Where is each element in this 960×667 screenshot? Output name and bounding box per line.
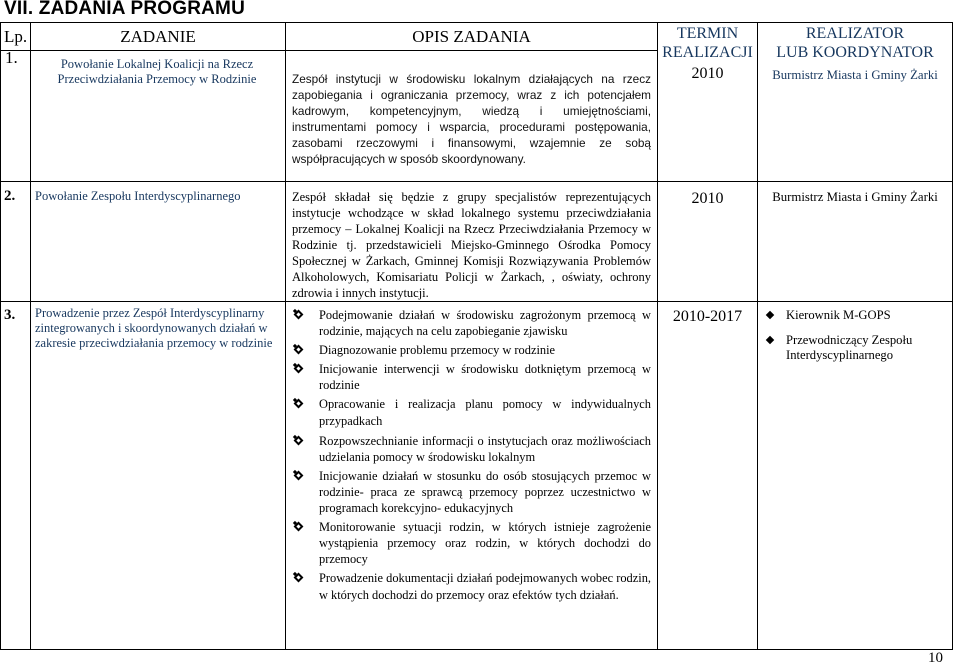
- opis-list-item: Inicjowanie działań w stosunku do osób stosujących przemoc w rodzinie- praca ze sprawcą przemocy poprzez uczestnictwo w programach korekcyjno- edukacyjnych: [286, 468, 651, 516]
- opis-list-item: Diagnozowanie problemu przemocy w rodzinie: [286, 342, 651, 358]
- program-tasks-table: [0, 22, 953, 650]
- row1-realizator: Burmistrz Miasta i Gminy Żarki: [772, 68, 938, 82]
- diamond-bullet-icon: [766, 311, 774, 319]
- row2-realizator: Burmistrz Miasta i Gminy Żarki: [758, 182, 953, 302]
- realizator-list-item: Kierownik M-GOPS: [758, 308, 948, 324]
- row3-number: 3.: [1, 302, 31, 650]
- row1-opis: Zespół instytucji w środowisku lokalnym działających na rzecz zapobiegania i ograniczania przemocy, wraz z ich potencjałem kadrowym, kompetencyjnym, wiedzą i umiejętnościami, instrumentami pomocy i wsparcia, procedurami postępowania, zasobami rzeczowymi i finansowymi, wzajemnie ze sobą współpracujących w sposób skoordynowany.: [286, 51, 658, 182]
- diamond-bullet-icon: [294, 310, 304, 320]
- header-lp: Lp.: [1, 23, 31, 51]
- page-number: 10: [928, 650, 943, 666]
- realizator-list-item: Przewodniczący Zespołu Interdyscyplinarnego: [758, 333, 948, 364]
- header-opis: OPIS ZADANIA: [286, 23, 658, 51]
- diamond-bullet-icon: [294, 364, 304, 374]
- row2-zadanie: Powołanie Zespołu Interdyscyplinarnego: [31, 182, 286, 302]
- diamond-bullet-icon: [294, 470, 304, 480]
- row1-zadanie: Powołanie Lokalnej Koalicji na Rzecz Przeciwdziałania Przemocy w Rodzinie: [31, 51, 286, 182]
- row3-opis: [286, 302, 658, 650]
- row2-termin: 2010: [658, 182, 758, 302]
- row1-termin: 2010: [691, 65, 724, 82]
- table-header-row: [1, 23, 953, 51]
- row3-realizator: [758, 302, 953, 650]
- row1-number: 1.: [1, 51, 31, 182]
- opis-list-item: Monitorowanie sytuacji rodzin, w których istnieje zagrożenie wystąpienia przemocy oraz rodzin, w których dochodzi do przemocy: [286, 519, 651, 567]
- table-row: [1, 302, 953, 650]
- row2-number: 2.: [1, 182, 31, 302]
- row3-zadanie: Prowadzenie przez Zespół Interdyscyplinarny zintegrowanych i skoordynowanych działań w zakresie przeciwdziałania przemocy w rodzinie: [31, 302, 286, 650]
- opis-list-item: Prowadzenie dokumentacji działań podejmowanych wobec rodzin, w których dochodzi do przemocy oraz efektów tych działań.: [286, 570, 651, 602]
- diamond-bullet-icon: [294, 435, 304, 445]
- row3-opis-list: [286, 302, 657, 603]
- opis-list-item: Inicjowanie interwencji w środowisku dotkniętym przemocą w rodzinie: [286, 361, 651, 393]
- section-title: VII. ZADANIA PROGRAMU: [4, 0, 245, 19]
- opis-list-item: Podejmowanie działań w środowisku zagrożonym przemocą w rodzinie, mających na celu zapobieganie zjawisku: [286, 307, 651, 339]
- opis-list-item: Opracowanie i realizacja planu pomocy w indywidualnych przypadkach: [286, 396, 651, 428]
- diamond-bullet-icon: [294, 345, 304, 355]
- diamond-bullet-icon: [766, 335, 774, 343]
- header-termin: TERMIN REALIZACJI 2010: [658, 23, 758, 182]
- table-row: [1, 182, 953, 302]
- opis-list-item: Rozpowszechnianie informacji o instytucjach oraz możliwościach udzielania pomocy w środowisku lokalnym: [286, 433, 651, 465]
- diamond-bullet-icon: [294, 522, 304, 532]
- diamond-bullet-icon: [294, 573, 304, 583]
- row3-realizator-list: [758, 302, 952, 364]
- row2-opis: Zespół składał się będzie z grupy specjalistów reprezentujących instytucje wchodzące w skład lokalnego systemu przeciwdziałania przemocy – Lokalnej Koalicji na Rzecz Przeciwdziałania Przemocy w Rodzinie tj. przedstawicieli Miejsko-Gminnego Ośrodka Pomocy Społecznej w Żarkach, Gminnej Komisji Rozwiązywania Problemów Alkoholowych, Komisariatu Policji w Żarkach, , oświaty, ochrony zdrowia i innych instytucji.: [286, 182, 658, 302]
- diamond-bullet-icon: [294, 399, 304, 409]
- header-zadanie: ZADANIE: [31, 23, 286, 51]
- row3-termin: 2010-2017: [658, 302, 758, 650]
- header-realizator: REALIZATOR LUB KOORDYNATOR Burmistrz Miasta i Gminy Żarki: [758, 23, 953, 182]
